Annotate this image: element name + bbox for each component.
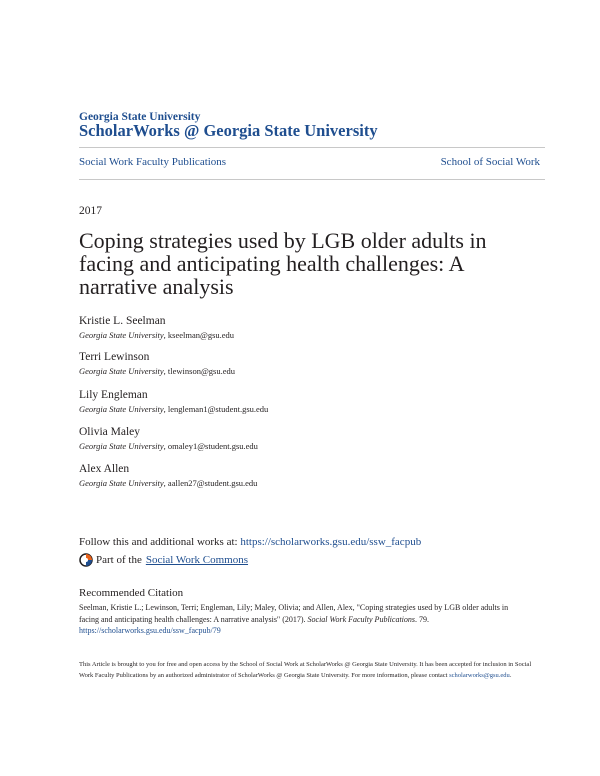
school-link[interactable]: School of Social Work bbox=[440, 156, 540, 168]
author-name: Kristie L. Seelman bbox=[79, 315, 166, 327]
author-affiliation bbox=[79, 440, 539, 452]
author-name: Olivia Maley bbox=[79, 426, 140, 438]
author-entry bbox=[79, 350, 539, 377]
follow-text: Follow this and additional works at: bbox=[79, 536, 241, 548]
disclaimer-end: . bbox=[509, 672, 512, 679]
author-email: , omaley1@student.gsu.edu bbox=[163, 441, 258, 451]
bottom-divider bbox=[79, 179, 545, 180]
recommended-citation-heading: Recommended Citation bbox=[79, 587, 184, 599]
author-email: , aallen27@student.gsu.edu bbox=[163, 478, 258, 488]
disclaimer-text: This Article is brought to you for free and open access by the School of Social Work at ScholarWorks @ Georgia State University. It has been accepted for inclusion in Social Work Faculty Publications by an authorized administrator of ScholarWorks @ Georgia State University. For more information, please contact bbox=[79, 661, 532, 679]
faculty-publications-link[interactable]: Social Work Faculty Publications bbox=[79, 156, 227, 168]
author-name: Lily Engleman bbox=[79, 389, 148, 401]
author-name: Terri Lewinson bbox=[79, 351, 150, 363]
author-entry bbox=[79, 425, 539, 452]
affiliation-name: Georgia State University bbox=[79, 478, 164, 488]
citation-body: Seelman, Kristie L.; Lewinson, Terri; Engleman, Lily; Maley, Olivia; and Allen, Alex, "Coping strategies used by LGB older adults in facing and anticipating health challenges: A narrative analysis" (2017). bbox=[79, 603, 509, 624]
citation-text bbox=[79, 602, 529, 637]
author-affiliation bbox=[79, 477, 539, 489]
author-affiliation bbox=[79, 329, 539, 341]
part-of-line bbox=[79, 553, 248, 567]
part-of-text: Part of the bbox=[96, 554, 142, 566]
follow-line bbox=[79, 536, 421, 548]
institution-name: Georgia State University bbox=[79, 111, 201, 123]
paper-title: Coping strategies used by LGB older adults in facing and anticipating health challenges: A narrative analysis bbox=[79, 228, 487, 299]
affiliation-name: Georgia State University bbox=[79, 404, 164, 414]
author-name: Alex Allen bbox=[79, 463, 130, 475]
publication-year: 2017 bbox=[79, 205, 102, 217]
affiliation-name: Georgia State University bbox=[79, 366, 164, 376]
repository-name[interactable]: ScholarWorks @ Georgia State University bbox=[79, 121, 378, 140]
citation-url-link[interactable]: https://scholarworks.gsu.edu/ssw_facpub/79 bbox=[79, 626, 221, 635]
citation-series: Social Work Faculty Publications bbox=[307, 614, 415, 624]
author-affiliation bbox=[79, 365, 539, 377]
author-entry bbox=[79, 314, 539, 341]
author-affiliation bbox=[79, 403, 539, 415]
affiliation-name: Georgia State University bbox=[79, 330, 164, 340]
affiliation-name: Georgia State University bbox=[79, 441, 164, 451]
author-entry bbox=[79, 388, 539, 415]
author-email: , lengleman1@student.gsu.edu bbox=[163, 404, 269, 414]
access-disclaimer bbox=[79, 659, 534, 681]
author-entry bbox=[79, 462, 539, 489]
network-commons-icon bbox=[79, 553, 93, 567]
author-email: , tlewinson@gsu.edu bbox=[163, 366, 236, 376]
top-divider bbox=[79, 147, 545, 148]
social-work-commons-link[interactable]: Social Work Commons bbox=[145, 554, 249, 566]
author-email: , kseelman@gsu.edu bbox=[163, 330, 235, 340]
contact-email-link[interactable]: scholarworks@gsu.edu bbox=[449, 672, 510, 679]
collection-url-link[interactable]: https://scholarworks.gsu.edu/ssw_facpub bbox=[240, 536, 422, 548]
citation-number: . 79. bbox=[415, 614, 429, 624]
